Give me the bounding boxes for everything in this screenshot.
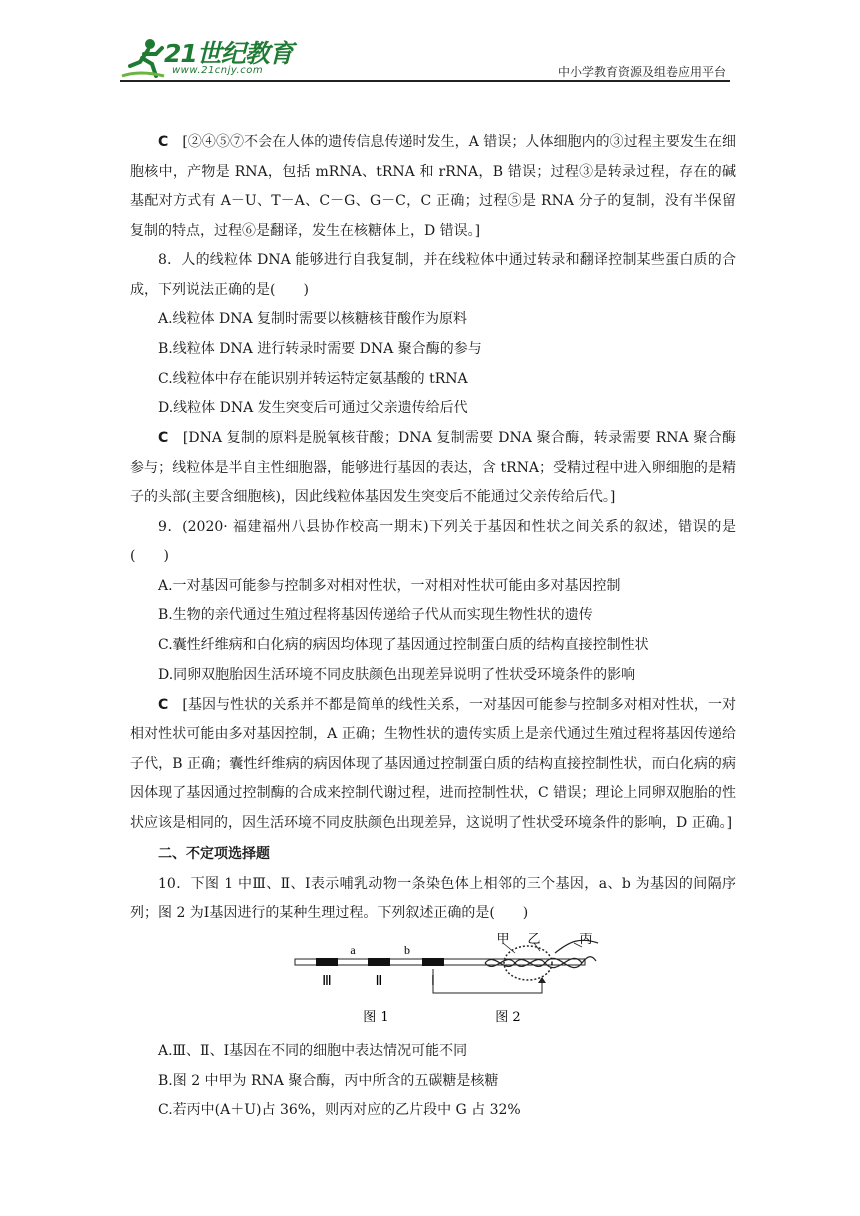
- figure-1-caption: 图 1: [363, 1009, 389, 1025]
- q7-answer: [130, 128, 736, 246]
- page-header: [120, 36, 730, 86]
- q8-option-c: C.线粒体中存在能识别并转运特定氨基酸的 tRNA: [158, 370, 468, 387]
- q10-stem: 10．下图 1 中Ⅲ、Ⅱ、Ⅰ表示哺乳动物一条染色体上相邻的三个基因，a、b 为基因的间隔序列；图 2 为Ⅰ基因进行的某种生理过程。下列叙述正确的是( ): [130, 875, 736, 922]
- logo-text: 21世纪教育: [164, 39, 293, 68]
- logo-url: www.21cnjy.com: [172, 65, 264, 76]
- q9-option-c: C.囊性纤维病和白化病的病因均体现了基因通过控制蛋白质的结构直接控制性状: [158, 637, 649, 654]
- label-jia: 甲: [496, 932, 510, 947]
- figure-2-caption: 图 2: [495, 1009, 521, 1025]
- gene-block-3: [316, 958, 338, 966]
- q8-answer: [130, 424, 736, 513]
- header-divider: [120, 80, 730, 82]
- q9-option-a: A.一对基因可能参与控制多对相对性状，一对相对性状可能由多对基因控制: [158, 577, 621, 594]
- runner-icon: [120, 36, 168, 80]
- gene-diagram: [130, 933, 736, 1033]
- q9-option-b: B.生物的亲代通过生殖过程将基因传递给子代从而实现生物性状的遗传: [158, 607, 593, 624]
- answer-letter: C: [158, 430, 169, 447]
- label-bing: 丙: [579, 932, 593, 947]
- answer-explanation: [②④⑤⑦不会在人体的遗传信息传递时发生，A 错误；人体细胞内的③过程主要发生在细胞核中，产物是 RNA，包括 mRNA、tRNA 和 rRNA，B 错误；过程③是转录过程，存在的碱基配对方式有 A－U、T－A、C－G、G－C，C 正确；过程⑤是 RNA 分子的复制，没有半保留复制的特点，过程⑥是翻译，发生在核糖体上，D 错误。]: [130, 134, 737, 239]
- gene-label-1: Ⅰ: [430, 973, 436, 989]
- q9-stem: 9．(2020· 福建福州八县协作校高一期末)下列关于基因和性状之间关系的叙述，错误的是( ): [130, 518, 736, 565]
- gene-block-2: [368, 958, 390, 966]
- gene-label-2: Ⅱ: [375, 973, 383, 989]
- q8-option-b: B.线粒体 DNA 进行转录时需要 DNA 聚合酶的参与: [158, 340, 482, 357]
- q8-option-d: D.线粒体 DNA 发生突变后可通过父亲遗传给后代: [158, 400, 468, 417]
- gene-block-1: [422, 958, 444, 966]
- q9-answer: [130, 691, 736, 839]
- answer-explanation: [DNA 复制的原料是脱氧核苷酸；DNA 复制需要 DNA 聚合酶，转录需要 RNA 聚合酶参与；线粒体是半自主性细胞器，能够进行基因的表达，含 tRNA；受精过程中进入卵细胞的是精子的头部(主要含细胞核)，因此线粒体基因发生突变后不能通过父亲传给后代。]: [130, 430, 736, 506]
- q9-option-d: D.同卵双胞胎因生活环境不同皮肤颜色出现差异说明了性状受环境条件的影响: [158, 667, 636, 684]
- q10-option-b: B.图 2 中甲为 RNA 聚合酶，丙中所含的五碳糖是核糖: [158, 1072, 499, 1089]
- q10-option-a: A.Ⅲ、Ⅱ、Ⅰ基因在不同的细胞中表达情况可能不同: [158, 1042, 468, 1059]
- q8-stem: 8．人的线粒体 DNA 能够进行自我复制，并在线粒体中通过转录和翻译控制某些蛋白质的合成，下列说法正确的是( ): [130, 252, 736, 298]
- gene-label-3: Ⅲ: [322, 973, 332, 989]
- logo: [120, 36, 300, 82]
- answer-explanation: [基因与性状的关系并不都是简单的线性关系，一对基因可能参与控制多对相对性状，一对相对性状可能由多对基因控制，A 正确；生物性状的遗传实质上是亲代通过生殖过程将基因传递给子代，B 正确；囊性纤维病的病因体现了基因通过控制蛋白质的结构直接控制性状，而白化病的病因体现了基因通过控制酶的合成来控制代谢过程，进而控制性状，C 错误；理论上同卵双胞胎的性状应该是相同的，因生活环境不同皮肤颜色出现差异，这说明了性状受环境条件的影响，D 正确。]: [130, 696, 737, 831]
- answer-letter: C: [158, 134, 169, 150]
- label-yi: 乙: [527, 932, 541, 947]
- spacer-label-b: b: [404, 942, 410, 957]
- platform-label: 中小学教育资源及组卷应用平台: [557, 65, 726, 79]
- q10-figure: [130, 933, 736, 1033]
- answer-letter: C: [158, 696, 169, 713]
- q8-option-a: A.线粒体 DNA 复制时需要以核糖核苷酸作为原料: [158, 311, 468, 327]
- section-heading: 二、不定项选择题: [158, 846, 270, 863]
- q10-option-c: C.若丙中(A＋U)占 36%，则丙对应的乙片段中 G 占 32%: [158, 1102, 521, 1119]
- connector-arrow: [430, 969, 542, 993]
- spacer-label-a: a: [350, 942, 356, 957]
- document-body: [130, 128, 736, 1126]
